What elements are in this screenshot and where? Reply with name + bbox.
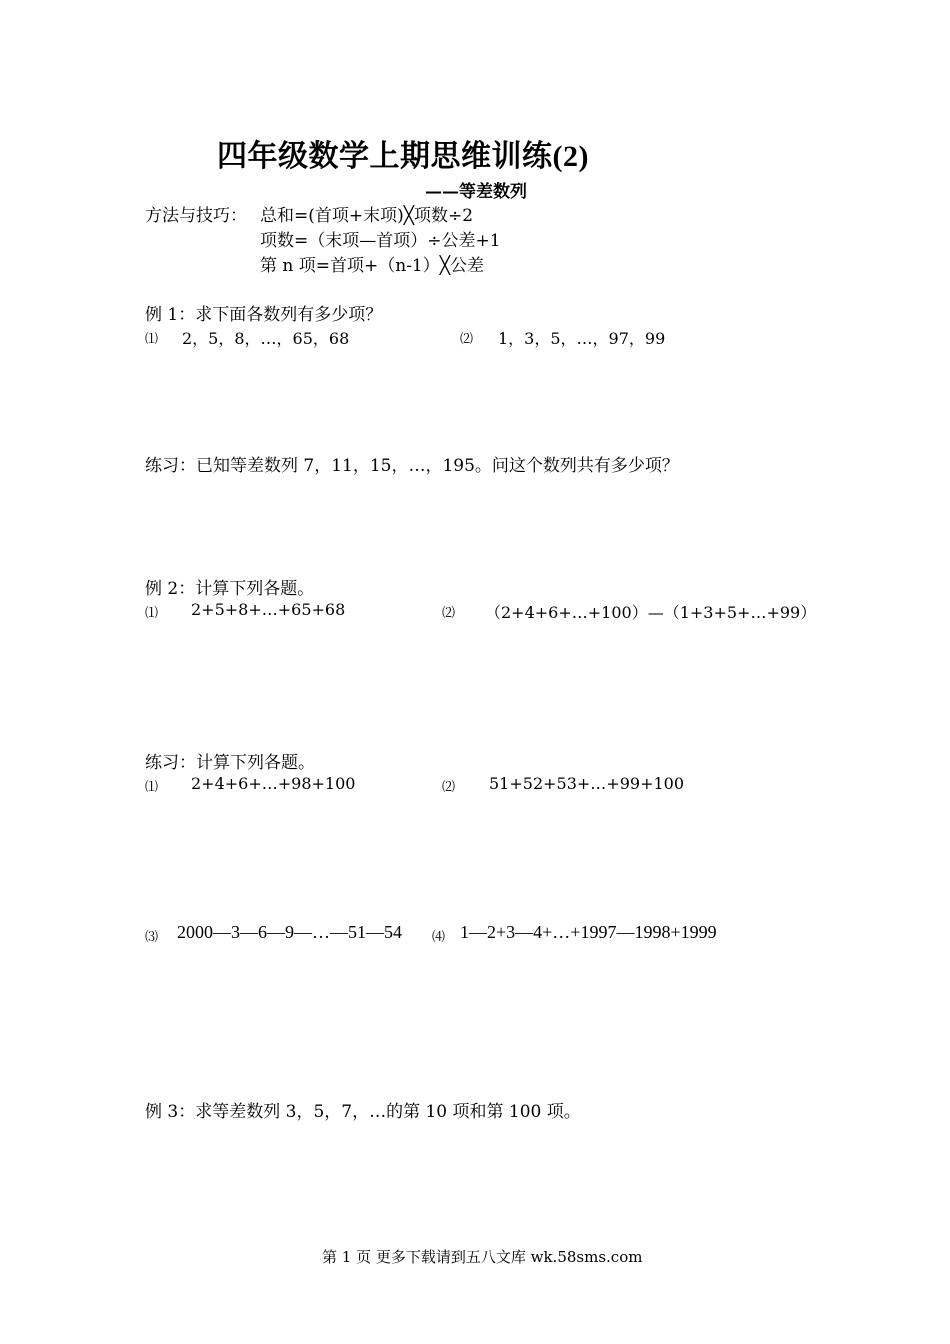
practice2-heading: 练习：计算下列各题。 bbox=[145, 753, 315, 773]
example1-q1-number: ⑴ bbox=[145, 332, 159, 347]
practice2-q4-number: ⑷ bbox=[432, 930, 446, 945]
practice2-q3-text: 2000—3—6—9—…—51—54 bbox=[177, 922, 402, 942]
practice2-q3-number: ⑶ bbox=[145, 930, 159, 945]
practice2-q4-text: 1—2+3—4+…+1997—1998+1999 bbox=[460, 922, 717, 942]
formula-nth-term: 第 n 项=首项+（n-1）╳公差 bbox=[260, 256, 484, 276]
example2-heading: 例 2：计算下列各题。 bbox=[145, 579, 315, 599]
page-subtitle: ——等差数列 bbox=[425, 182, 527, 202]
formula-sum: 总和=(首项+末项)╳项数÷2 bbox=[260, 206, 474, 226]
formula-count: 项数=（末项—首项）÷公差+1 bbox=[260, 231, 501, 251]
example2-q1-text: 2+5+8+…+65+68 bbox=[191, 600, 346, 619]
example2-q2-number: ⑵ bbox=[442, 606, 456, 621]
practice2-q2-text: 51+52+53+…+99+100 bbox=[489, 774, 685, 793]
example1-heading: 例 1：求下面各数列有多少项？ bbox=[145, 305, 383, 325]
practice2-q2-number: ⑵ bbox=[442, 780, 456, 795]
example2-q2-text: （2+4+6+…+100）—（1+3+5+…+99） bbox=[485, 603, 817, 622]
example1-q2-number: ⑵ bbox=[460, 332, 474, 347]
page-footer: 第 1 页 更多下载请到五八文库 wk.58sms.com bbox=[322, 1248, 643, 1266]
practice2-q1-number: ⑴ bbox=[145, 780, 159, 795]
methods-label: 方法与技巧： bbox=[145, 206, 247, 226]
example3-text: 例 3：求等差数列 3，5，7，…的第 10 项和第 100 项。 bbox=[145, 1102, 581, 1122]
example1-q1-text: 2，5，8，…，65，68 bbox=[182, 329, 350, 348]
practice2-q1-text: 2+4+6+…+98+100 bbox=[191, 774, 356, 793]
example1-q2-text: 1，3，5，…，97，99 bbox=[498, 329, 666, 348]
practice1-text: 练习：已知等差数列 7，11，15，…，195。问这个数列共有多少项？ bbox=[145, 456, 679, 476]
example2-q1-number: ⑴ bbox=[145, 606, 159, 621]
page-title: 四年级数学上期思维训练(2) bbox=[217, 140, 589, 173]
